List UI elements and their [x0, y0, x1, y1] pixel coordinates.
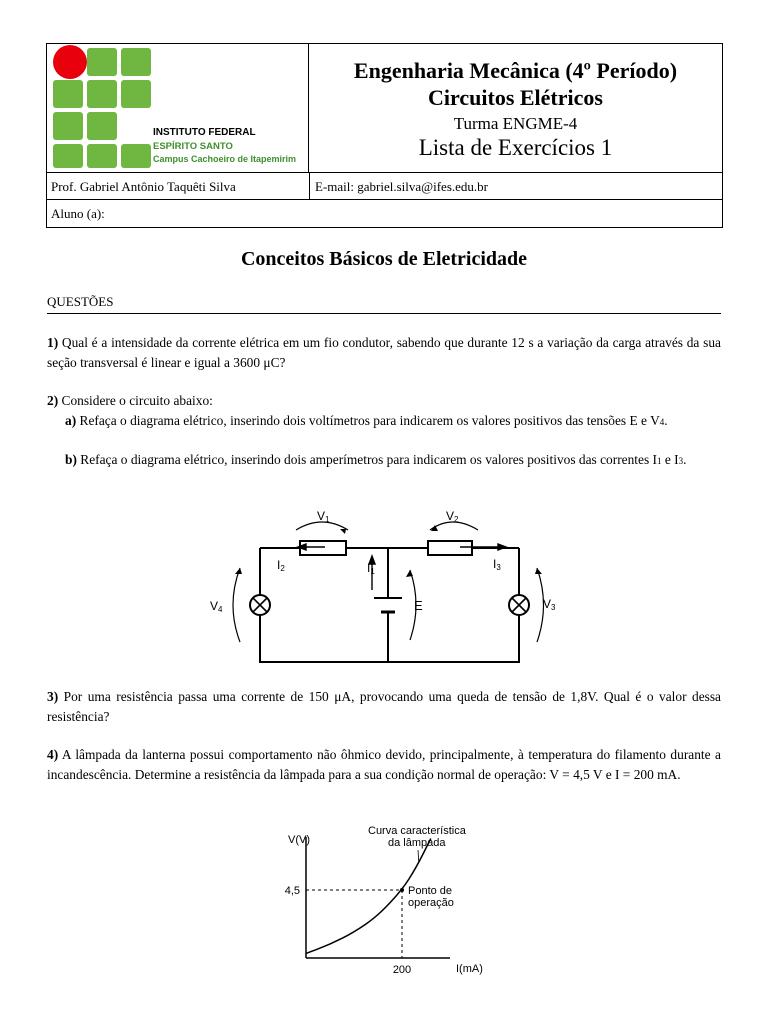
y-axis-label: V(V): [288, 834, 310, 846]
arc-v3-head: [535, 568, 542, 574]
label-i3: I3: [493, 557, 501, 572]
logo-line3: Campus Cachoeiro de Itapemirim: [153, 154, 297, 164]
question-1-number: 1): [47, 335, 59, 350]
question-2b-text: Refaça o diagrama elétrico, inserindo dois amperímetros para indicarem os valores positivos das correntes I: [80, 452, 657, 467]
question-2-text: Considere o circuito abaixo:: [61, 393, 213, 408]
x-axis-label: I(mA): [456, 963, 483, 975]
cell-divider: [309, 173, 310, 200]
chart-title-line2: da lâmpada: [388, 837, 446, 849]
professor-email: E-mail: gabriel.silva@ifes.edu.br: [315, 179, 488, 194]
lamp-v3: [509, 595, 529, 615]
question-2b: [65, 450, 721, 472]
ifes-logo: [47, 44, 309, 172]
arc-v1: [296, 522, 348, 530]
question-2b-end: .: [683, 452, 687, 467]
question-1-text: Qual é a intensidade da corrente elétrica em um fio condutor, sabendo que durante 12 s a variação da carga através da sua seção transversal é linear e igual a 3600 μC?: [47, 335, 721, 370]
label-i1: I1: [367, 561, 375, 576]
question-1: [47, 333, 721, 372]
label-v3: V3: [543, 597, 556, 612]
list-title: Lista de Exercícios 1: [418, 135, 613, 160]
question-4-number: 4): [47, 747, 59, 762]
question-2a-text: Refaça o diagrama elétrico, inserindo dois voltímetros para indicarem os valores positivos das tensões E e V: [79, 413, 660, 428]
question-2a-label: a): [65, 413, 77, 428]
title-cell: [309, 44, 722, 172]
y-tick-label: 4,5: [284, 884, 300, 897]
question-4-text: A lâmpada da lanterna possui comportamento não ôhmico devido, principalmente, à temperatura do filamento durante a incandescência. Determine a resistência da lâmpada para a sua condição normal de operação: V = 4,5 V e I = 200 mA.: [47, 747, 722, 782]
label-e: E: [414, 598, 423, 613]
question-2b-sub1: 1: [657, 456, 662, 466]
logo-cell: [47, 44, 309, 172]
wire-bottom: [260, 615, 519, 662]
lamp-curve-chart: [260, 815, 520, 985]
question-4: [47, 745, 721, 784]
circuit-diagram: [200, 500, 560, 672]
divider: [47, 313, 721, 314]
resistor-v2: [428, 541, 472, 555]
question-2a-end: .: [664, 413, 668, 428]
student-row: [47, 199, 722, 227]
arrow-i3-head: [498, 544, 506, 550]
x-tick-label: 200: [392, 964, 412, 976]
class-name: Turma ENGME-4: [453, 114, 578, 133]
lamp-v4: [250, 595, 270, 615]
question-2b-mid: e I: [661, 452, 679, 467]
label-i2: I2: [277, 558, 285, 573]
course-title: Engenharia Mecânica (4º Período): [353, 58, 678, 83]
operating-point: [400, 888, 404, 892]
logo-line2: ESPÍRITO SANTO: [153, 141, 233, 152]
label-v4: V4: [210, 599, 223, 614]
header-table: [46, 43, 723, 228]
resistor-v1: [300, 541, 346, 555]
question-2a: [65, 411, 721, 433]
question-2a-sub: 4: [659, 417, 665, 427]
label-v2: V2: [446, 509, 459, 524]
section-title: Conceitos Básicos de Eletricidade: [240, 248, 528, 270]
question-2-number: 2): [47, 393, 59, 408]
arc-e-head: [406, 570, 413, 577]
professor-name: Prof. Gabriel Antônio Taquêti Silva: [51, 179, 236, 194]
info-row: [47, 172, 722, 199]
logo-line1: INSTITUTO FEDERAL: [153, 127, 256, 138]
question-2b-sub2: 3: [678, 456, 684, 466]
arc-v4: [233, 568, 240, 642]
annotation-line2: operação: [408, 896, 454, 909]
student-label: Aluno (a):: [51, 206, 105, 221]
annotation-line1: Ponto de: [408, 884, 453, 897]
logo-red-circle: [53, 45, 87, 79]
question-2b-label: b): [65, 452, 77, 467]
chart-title-line1: Curva característica: [368, 825, 466, 837]
arc-v4-head: [235, 568, 242, 574]
question-2: [47, 391, 721, 411]
questions-label: QUESTÕES: [47, 294, 114, 309]
question-3: [47, 687, 721, 726]
arc-v1-head: [340, 529, 346, 534]
question-3-text: Por uma resistência passa uma corrente de 150 μA, provocando uma queda de tensão de 1,8V. Qual é o valor dessa resistência?: [47, 689, 721, 724]
question-3-number: 3): [47, 689, 59, 704]
subject-title: Circuitos Elétricos: [428, 85, 603, 110]
label-v1: V1: [317, 509, 330, 524]
